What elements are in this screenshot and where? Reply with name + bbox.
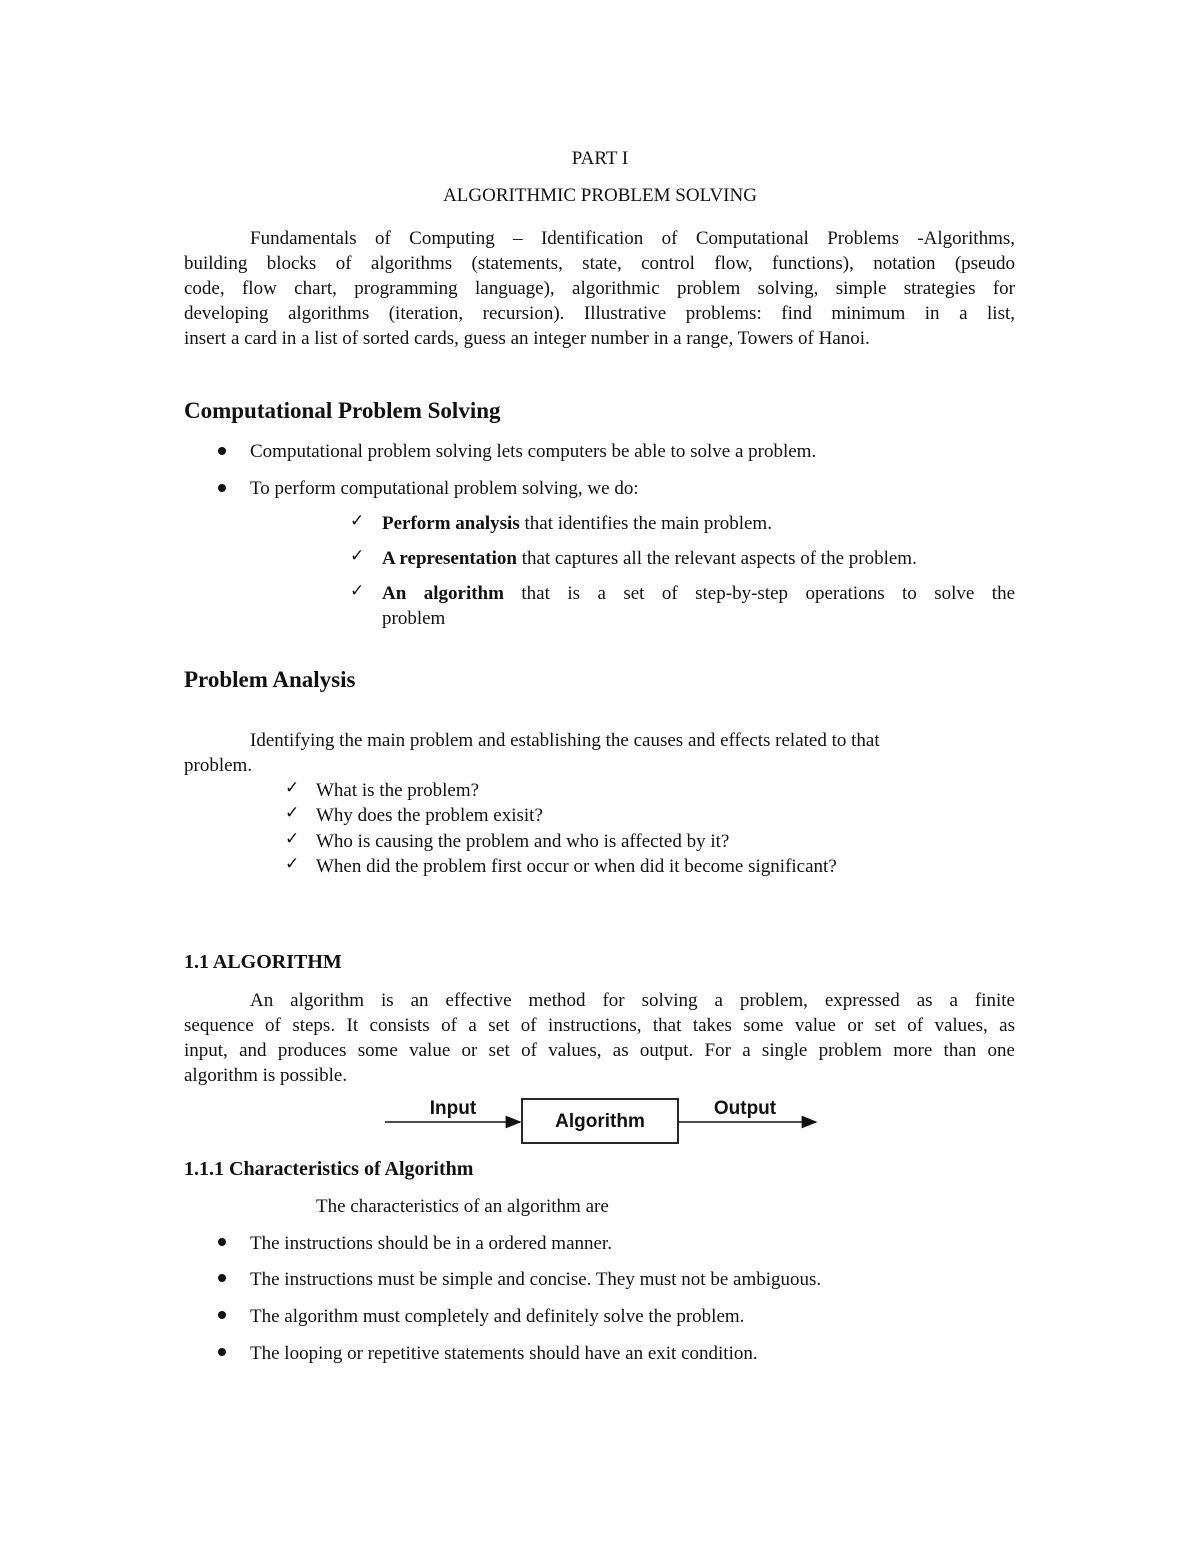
algorithm-line: algorithm is possible.	[184, 1065, 348, 1086]
check-item-bold: Perform analysis	[382, 513, 520, 534]
check-icon: ✓	[350, 581, 365, 601]
intro-line: code, flow chart, programming language), algorithmic problem solving, simple strategies for	[184, 278, 1015, 299]
check-item-continuation: problem	[382, 608, 446, 629]
section-heading-cps: Computational Problem Solving	[184, 398, 501, 423]
question-item: What is the problem?	[316, 780, 480, 801]
algorithm-flow-diagram	[380, 1092, 825, 1150]
bullet-icon	[218, 1238, 226, 1246]
subsection-heading-characteristics: 1.1.1 Characteristics of Algorithm	[184, 1158, 474, 1180]
check-icon: ✓	[285, 854, 300, 874]
question-item: Why does the problem exisit?	[316, 805, 543, 826]
section-heading-algorithm: 1.1 ALGORITHM	[184, 951, 342, 973]
intro-line: building blocks of algorithms (statements, state, control flow, functions), notation (pseudo	[184, 253, 1015, 274]
bullet-icon	[218, 1274, 226, 1282]
algorithm-paragraph	[184, 988, 1015, 1088]
section-heading-analysis: Problem Analysis	[184, 667, 356, 692]
list-item: The looping or repetitive statements should have an exit condition.	[250, 1343, 758, 1364]
check-item-text: that is a set of step-by-step operations to solve the	[503, 583, 1016, 604]
intro-paragraph	[184, 226, 1015, 351]
characteristics-intro: The characteristics of an algorithm are	[316, 1196, 609, 1217]
list-item: The instructions must be simple and concise. They must not be ambiguous.	[250, 1269, 822, 1290]
analysis-paragraph: Identifying the main problem and establishing the causes and effects related to that	[250, 730, 880, 751]
algorithm-line: An algorithm is an effective method for solving a problem, expressed as a finite	[250, 990, 1015, 1011]
bullet-icon	[218, 1348, 226, 1356]
list-item: The algorithm must completely and definitely solve the problem.	[250, 1306, 745, 1327]
part-label: PART I	[571, 148, 629, 169]
diagram-output-label: Output	[713, 1098, 777, 1119]
analysis-paragraph-cont: problem.	[184, 755, 253, 776]
check-icon: ✓	[350, 546, 365, 566]
check-item-bold: A representation	[382, 548, 517, 569]
check-icon: ✓	[285, 803, 300, 823]
bullet-icon	[218, 484, 226, 492]
check-item-text: that captures all the relevant aspects of the problem.	[516, 548, 917, 569]
list-item: To perform computational problem solving, we do:	[250, 478, 639, 499]
check-item-bold: An algorithm	[382, 583, 504, 604]
question-item: When did the problem first occur or when did it become significant?	[316, 856, 837, 877]
question-item: Who is causing the problem and who is affected by it?	[316, 831, 730, 852]
intro-line: Fundamentals of Computing – Identification of Computational Problems -Algorithms,	[250, 228, 1015, 249]
intro-line: insert a card in a list of sorted cards, guess an integer number in a range, Towers of Hanoi.	[184, 328, 870, 349]
check-item	[382, 581, 1015, 606]
page-title: ALGORITHMIC PROBLEM SOLVING	[443, 185, 757, 206]
algorithm-line: input, and produces some value or set of values, as output. For a single problem more than one	[184, 1040, 1015, 1061]
bullet-icon	[218, 447, 226, 455]
list-item: The instructions should be in a ordered manner.	[250, 1233, 612, 1254]
algorithm-line: sequence of steps. It consists of a set of instructions, that takes some value or set of values, as	[184, 1015, 1015, 1036]
intro-line: developing algorithms (iteration, recursion). Illustrative problems: find minimum in a list,	[184, 303, 1015, 324]
diagram-input-label: Input	[429, 1098, 477, 1119]
check-item	[382, 511, 772, 536]
check-item	[382, 546, 917, 571]
bullet-icon	[218, 1311, 226, 1319]
diagram-algorithm-label: Algorithm	[555, 1111, 645, 1132]
check-item-text: that identifies the main problem.	[519, 513, 772, 534]
list-item: Computational problem solving lets computers be able to solve a problem.	[250, 441, 817, 462]
check-icon: ✓	[350, 511, 365, 531]
check-icon: ✓	[285, 829, 300, 849]
check-icon: ✓	[285, 778, 300, 798]
